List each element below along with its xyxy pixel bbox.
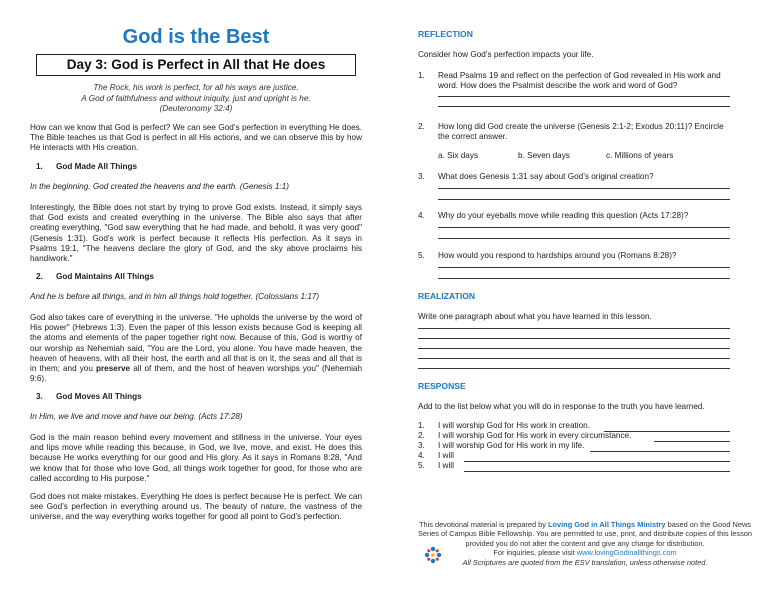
intro-paragraph: How can we know that God is perfect? We can see God’s perfection in everything He does. The Bible teaches us that God is perfect in all His actions, and we can observe this by how He interacts with His creation. <box>30 123 362 153</box>
option-a[interactable]: a. Six days <box>438 151 479 160</box>
answer-line[interactable] <box>438 267 730 268</box>
ministry-logo-icon <box>424 546 442 564</box>
question-number: 3. <box>418 172 425 181</box>
section-2-title: God Maintains All Things <box>56 272 154 281</box>
section-1-heading <box>36 162 137 171</box>
response-number: 3. <box>418 441 425 450</box>
realization-intro: Write one paragraph about what you have learned in this lesson. <box>418 312 652 321</box>
answer-line[interactable] <box>438 106 730 107</box>
answer-line[interactable] <box>438 96 730 97</box>
question-number: 5. <box>418 251 425 260</box>
ministry-name: Loving God in All Things Ministry <box>547 520 666 529</box>
paragraph-line[interactable] <box>418 338 730 339</box>
section-1-title: God Made All Things <box>56 162 138 171</box>
footer-text: based on the Good News Series of Campus Bible Fellowship. You are permitted to use, print, and distribute copies of this lesson provided you do not alter the content and give any charge for distribution. <box>418 520 752 548</box>
question-number: 1. <box>418 71 425 80</box>
paragraph-line[interactable] <box>418 368 730 369</box>
answer-line[interactable] <box>438 188 730 189</box>
response-line[interactable] <box>654 441 730 442</box>
section-3-verse: In Him, we live and move and have our being. (Acts 17:28) <box>30 412 243 421</box>
quote-line-2: A God of faithfulness and without iniquity, just and upright is he. <box>81 93 311 103</box>
opening-quote <box>30 83 362 115</box>
footer-note <box>418 520 752 567</box>
page-title: God is the Best <box>122 26 270 48</box>
question-text: How long did God create the universe (Genesis 2:1-2; Exodus 20:11)? Encircle the correct answer. <box>438 122 724 142</box>
closing-paragraph: God does not make mistakes. Everything He does is perfect because He is perfect. We can see God’s perfection in everything around us. The beauty of nature, the vastness of the universe, and the way everything works together for good all point to God’s perfection. <box>30 492 362 522</box>
response-number: 1. <box>418 421 425 430</box>
footer-text: This devotional material is prepared by <box>418 520 548 529</box>
answer-line[interactable] <box>438 238 730 239</box>
question-text: Why do your eyeballs move while reading this question (Acts 17:28)? <box>438 211 689 220</box>
esv-note: All Scriptures are quoted from the ESV translation, unless otherwise noted. <box>462 557 708 567</box>
response-number: 5. <box>418 461 425 470</box>
quote-line-1: The Rock, his work is perfect, for all his ways are justice. <box>93 83 299 92</box>
section-3-body: God is the main reason behind every movement and stillness in the universe. Your eyes and lips move while reading this because, in God, we live, move, and exist. He does this because He works everything for our good and His glory. As it says in Romans 8:28, "And we know that for those who love God, all things work together for good, for those who are called according to His purpose." <box>30 433 362 483</box>
section-1-verse: In the beginning, God created the heavens and the earth. (Genesis 1:1) <box>30 182 289 191</box>
paragraph-line[interactable] <box>418 348 730 349</box>
response-text: I will worship God for His work in creation. <box>438 421 590 430</box>
response-intro: Add to the list below what you will do in response to the truth you have learned. <box>418 402 705 411</box>
response-number: 2. <box>418 431 425 440</box>
question-text: Read Psalms 19 and reflect on the perfection of God revealed in His work and word. How does the Psalmist describe the work and word of God? <box>438 71 721 91</box>
section-1-number: 1. <box>36 162 43 171</box>
question-text: What does Genesis 1:31 say about God’s original creation? <box>438 172 654 181</box>
paragraph-line[interactable] <box>418 358 730 359</box>
question-text: How would you respond to hardships around you (Romans 8:28)? <box>438 251 677 260</box>
section-2-body-b: all of them, and the host of heaven worships you" (Nehemiah 9:6). <box>30 364 362 384</box>
response-heading: RESPONSE <box>418 381 466 391</box>
question-number: 2. <box>418 122 425 131</box>
section-2-heading <box>36 272 154 281</box>
quote-reference: (Deuteronomy 32:4) <box>159 104 233 113</box>
question-number: 4. <box>418 211 425 220</box>
section-2-body <box>30 313 362 384</box>
response-text: I will worship God for His work in every circumstance. <box>438 431 632 440</box>
realization-heading: REALIZATION <box>418 291 476 301</box>
response-line[interactable] <box>464 461 730 462</box>
section-2-verse: And he is before all things, and in him all things hold together. (Colossians 1:17) <box>30 292 320 301</box>
response-text: I will <box>438 451 454 460</box>
section-2-body-bold: preserve <box>95 364 131 374</box>
reflection-intro: Consider how God’s perfection impacts your life. <box>418 50 594 59</box>
answer-line[interactable] <box>438 278 730 279</box>
section-2-body-a: God also takes care of everything in the universe. "He upholds the universe by the word of His power" (Hebrews 1:3). Even the paper of this lesson exists because God is keeping all the atoms and elements of the paper together right now. Because of this, God is worthy of our worship as Nehemiah said, "You are the Lord, you alone. You have made heaven, the heaven of heavens, with all their host, the earth and all that is on it, the seas and all that is in them; and you <box>30 313 362 374</box>
option-c[interactable]: c. Millions of years <box>606 151 674 160</box>
section-3-heading <box>36 392 142 401</box>
response-text: I will <box>438 461 454 470</box>
section-2-number: 2. <box>36 272 43 281</box>
option-b[interactable]: b. Seven days <box>518 151 570 160</box>
answer-line[interactable] <box>438 227 730 228</box>
day-heading: Day 3: God is Perfect in All that He does <box>36 54 356 76</box>
section-3-number: 3. <box>36 392 43 401</box>
reflection-heading: REFLECTION <box>418 29 473 39</box>
response-text: I will worship God for His work in my life. <box>438 441 585 450</box>
section-3-title: God Moves All Things <box>56 392 142 401</box>
response-line[interactable] <box>590 451 730 452</box>
answer-line[interactable] <box>438 199 730 200</box>
paragraph-line[interactable] <box>418 328 730 329</box>
response-number: 4. <box>418 451 425 460</box>
inquiry-text: For inquiries, please visit <box>493 548 577 558</box>
response-line[interactable] <box>464 471 730 472</box>
section-1-body: Interestingly, the Bible does not start by trying to prove God exists. Instead, it simply says that God exists and created everything in the universe. The Bible also says that after creating everything, "God saw everything that he had made, and behold, it was very good" (Genesis 1:31). God’s work is perfect because it reflects His perfection. As it says in Psalms 19:1, "The heavens declare the glory of God, and the sky above proclaims his handiwork." <box>30 203 362 264</box>
website-link[interactable]: www.lovingGodinallthings.com <box>576 548 677 558</box>
